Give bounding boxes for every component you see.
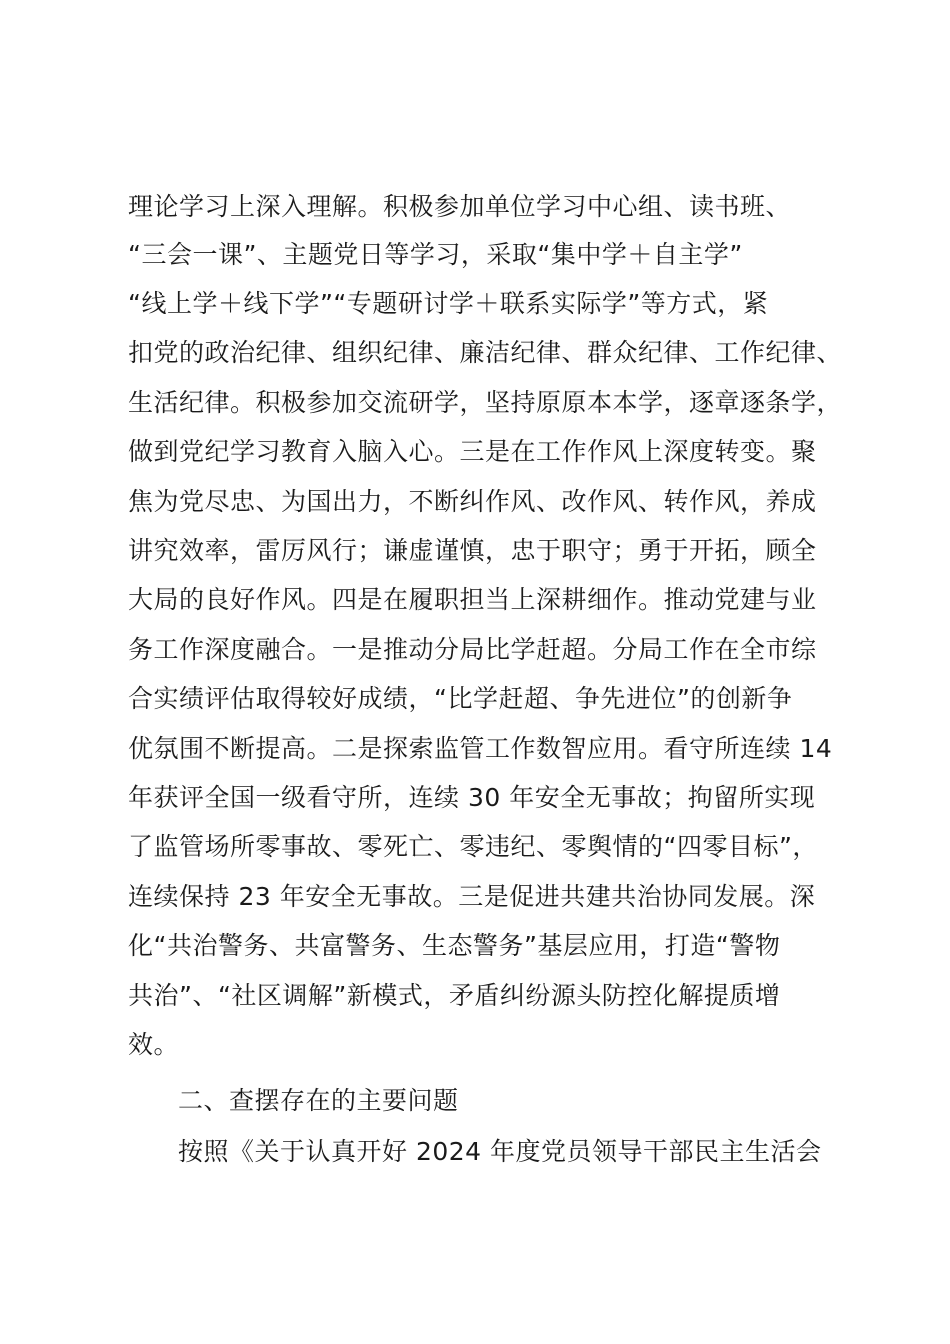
body-text-line: “线上学＋线下学”“专题研讨学＋联系实际学”等方式，紧 — [128, 289, 769, 318]
body-text-line: 共治”、“社区调解”新模式，矛盾纠纷源头防控化解提质增 — [128, 981, 781, 1010]
paragraph-first-line: 按照《关于认真开好 2024 年度党员领导干部民主生活会 — [178, 1137, 822, 1166]
body-text-line: 化“共治警务、共富警务、生态警务”基层应用，打造“警物 — [128, 931, 781, 960]
body-text-line: 大局的良好作风。四是在履职担当上深耕细作。推动党建与业 — [128, 585, 817, 614]
body-text-line: 务工作深度融合。一是推动分局比学赶超。分局工作在全市综 — [128, 635, 817, 664]
body-text-line: 扣党的政治纪律、组织纪律、廉洁纪律、群众纪律、工作纪律、 — [128, 338, 843, 367]
body-text-line: 优氛围不断提高。二是探索监管工作数智应用。看守所连续 14 — [128, 734, 833, 763]
body-text-line: 做到党纪学习教育入脑入心。三是在工作作风上深度转变。聚 — [128, 437, 817, 466]
section-heading: 二、查摆存在的主要问题 — [178, 1086, 459, 1115]
body-text-line: 理论学习上深入理解。积极参加单位学习中心组、读书班、 — [128, 192, 792, 221]
body-text-line: 焦为党尽忠、为国出力，不断纠作风、改作风、转作风，养成 — [128, 487, 817, 516]
body-text-line: 年获评全国一级看守所，连续 30 年安全无事故；拘留所实现 — [128, 783, 816, 812]
body-text-line: 讲究效率，雷厉风行；谦虚谨慎，忠于职守；勇于开拓，顾全 — [128, 536, 817, 565]
body-text-line: 效。 — [128, 1030, 180, 1059]
body-text-line: 生活纪律。积极参加交流研学，坚持原原本本学，逐章逐条学， — [128, 388, 843, 417]
body-text-line: 了监管场所零事故、零死亡、零违纪、零舆情的“四零目标”， — [128, 832, 818, 861]
body-text-line: 连续保持 23 年安全无事故。三是促进共建共治协同发展。深 — [128, 882, 816, 911]
body-text-line: 合实绩评估取得较好成绩，“比学赶超、争先进位”的创新争 — [128, 684, 793, 713]
body-text-line: “三会一课”、主题党日等学习，采取“集中学＋自主学” — [128, 240, 743, 269]
